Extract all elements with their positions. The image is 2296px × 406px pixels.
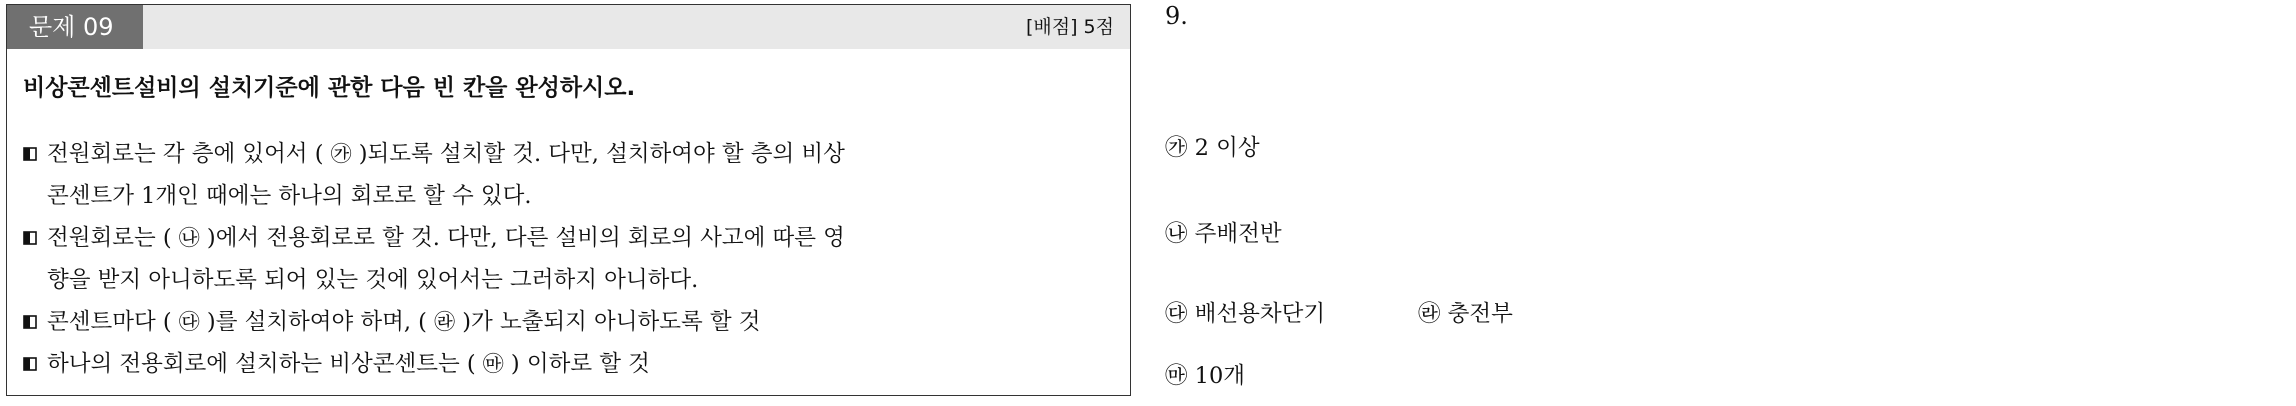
answer-ra: [1418, 298, 1513, 330]
item-text: ) 이하로 할 것: [503, 351, 650, 377]
bullet-icon: [23, 315, 37, 329]
item-text: 전원회로는 (: [47, 225, 179, 251]
list-item: [23, 301, 1119, 343]
answer-text: 2 이상: [1194, 135, 1260, 161]
list-item-continuation: [23, 175, 1119, 217]
answer-text: 충전부: [1447, 301, 1513, 327]
item-text: )에서 전용회로로 할 것. 다만, 다른 설비의 회로의 사고에 따른 영: [199, 225, 845, 251]
answer-text: 10개: [1194, 363, 1246, 389]
answer-mark: ㉱: [1418, 301, 1441, 327]
item-text: )되도록 설치할 것. 다만, 설치하여야 할 층의 비상: [351, 141, 845, 167]
item-text: 하나의 전용회로에 설치하는 비상콘센트는 (: [47, 351, 483, 377]
answer-number: 9.: [1165, 2, 1188, 30]
bullet-icon: [23, 231, 37, 245]
item-text: 전원회로는 각 층에 있어서 (: [47, 141, 331, 167]
answer-da: [1165, 298, 1325, 330]
blank-marker: ㉲: [482, 352, 504, 376]
blank-marker: ㉮: [330, 142, 352, 166]
bullet-icon: [23, 357, 37, 371]
item-text: 콘센트가 1개인 때에는 하나의 회로로 할 수 있다.: [47, 183, 532, 209]
answer-ma: [1165, 360, 1245, 392]
answer-ga: [1165, 132, 1260, 164]
answer-na: [1165, 218, 1282, 250]
answer-mark: ㉮: [1165, 135, 1188, 161]
blank-marker: ㉱: [434, 310, 456, 334]
list-item-continuation: [23, 259, 1119, 301]
problem-header: [7, 5, 1130, 49]
item-text: 향을 받지 아니하도록 되어 있는 것에 있어서는 그러하지 아니하다.: [47, 267, 699, 293]
problem-number: 문제 09: [7, 5, 143, 49]
answer-text: 주배전반: [1194, 221, 1282, 247]
item-text: )가 노출되지 아니하도록 할 것: [455, 309, 761, 335]
bullet-icon: [23, 147, 37, 161]
list-item: [23, 343, 1119, 385]
blank-marker: ㉯: [178, 226, 200, 250]
score-label: [배점] 5점: [1025, 16, 1114, 38]
item-text: 콘센트마다 (: [47, 309, 179, 335]
problem-box: [6, 4, 1131, 396]
answer-mark: ㉰: [1165, 301, 1188, 327]
list-item: [23, 217, 1119, 259]
condition-list: [23, 133, 1119, 385]
answer-text: 배선용차단기: [1194, 301, 1326, 327]
answer-mark: ㉯: [1165, 221, 1188, 247]
list-item: [23, 133, 1119, 175]
question-text: 비상콘센트설비의 설치기준에 관한 다음 빈 칸을 완성하시오.: [23, 75, 636, 101]
answer-mark: ㉲: [1165, 363, 1188, 389]
blank-marker: ㉰: [178, 310, 200, 334]
item-text: )를 설치하여야 하며, (: [199, 309, 435, 335]
